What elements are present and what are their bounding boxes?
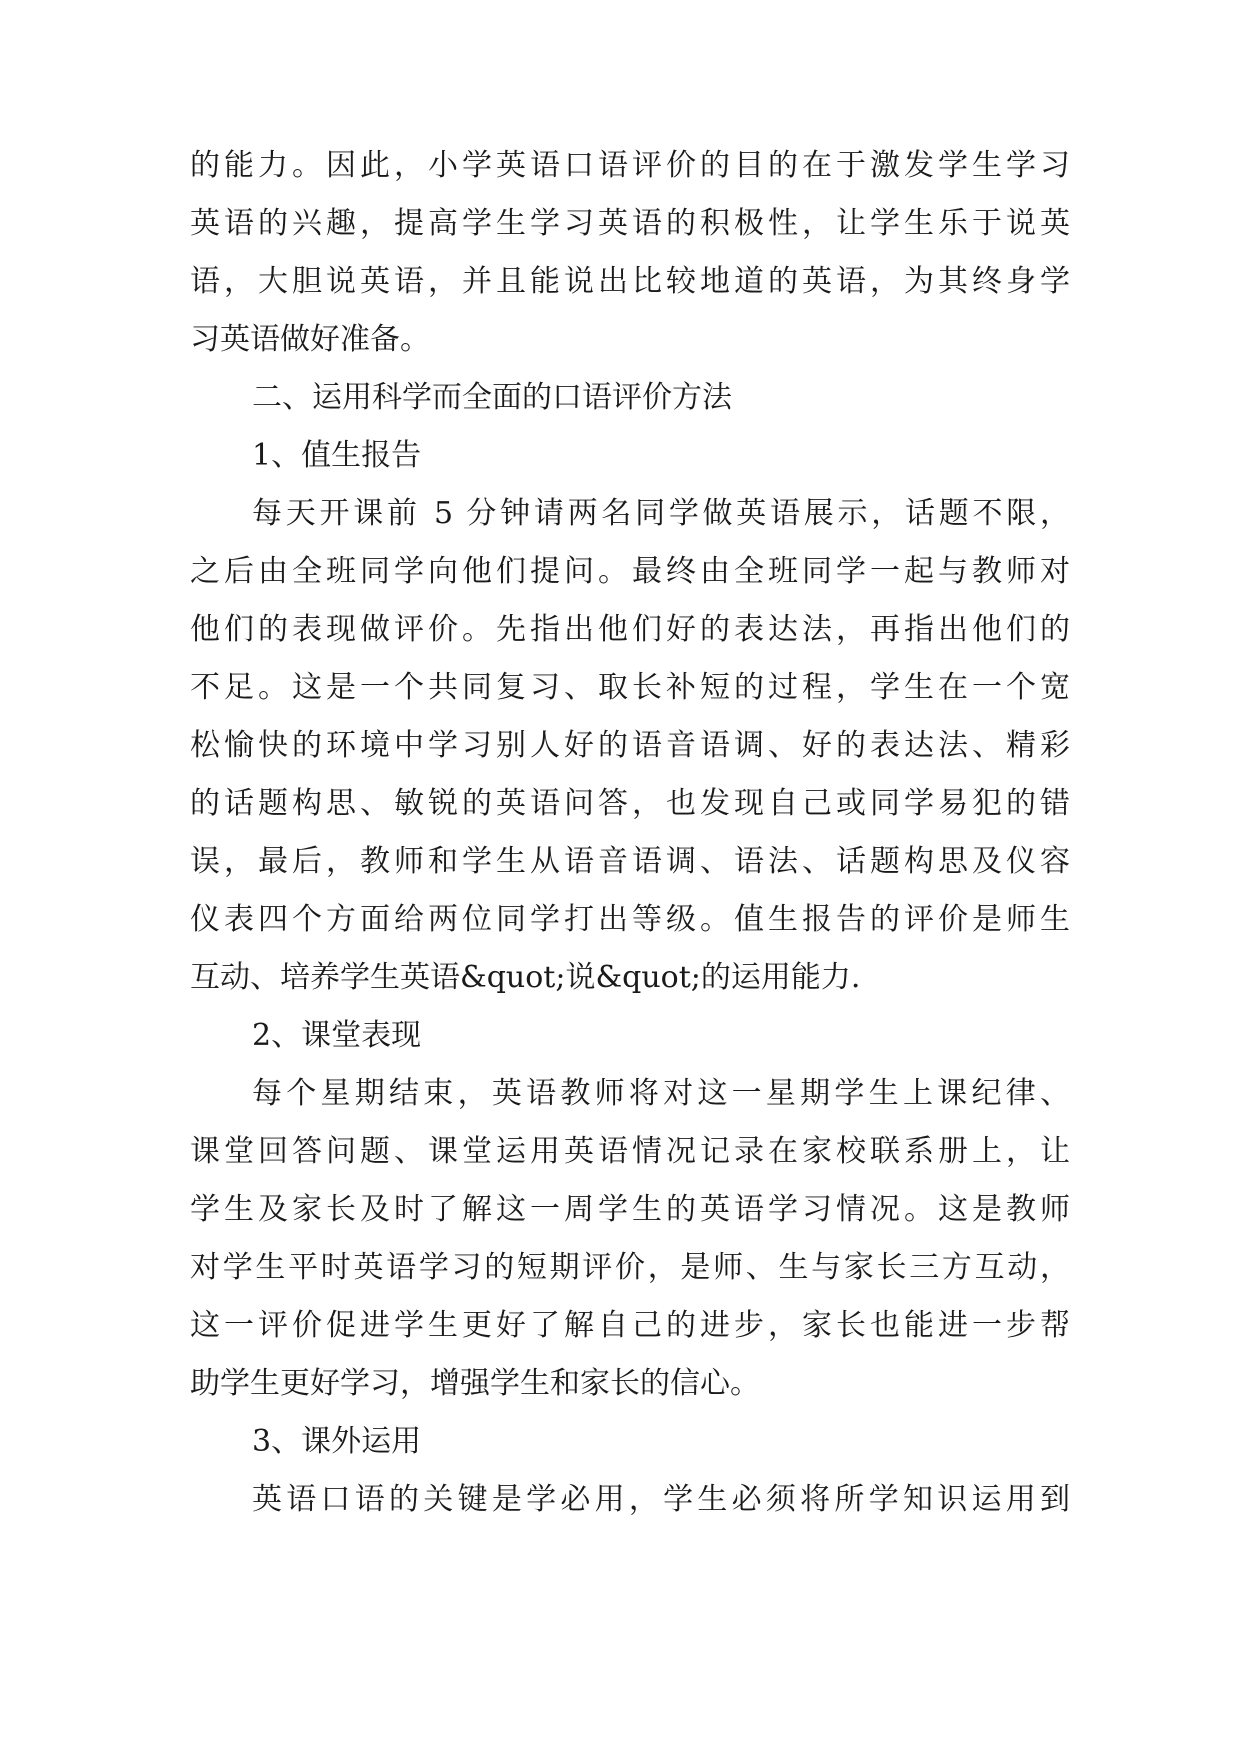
body-text-line: 课堂回答问题、课堂运用英语情况记录在家校联系册上，让 [190, 1134, 1070, 1169]
body-text-line: 这一评价促进学生更好了解自己的进步，家长也能进一步帮 [190, 1308, 1070, 1343]
body-text-line: 仪表四个方面给两位同学打出等级。值生报告的评价是师生 [190, 902, 1070, 937]
subsection-heading: 3、课外运用 [252, 1424, 422, 1459]
body-text-line: 误，最后，教师和学生从语音语调、语法、话题构思及仪容 [190, 844, 1070, 879]
body-text-line: 对学生平时英语学习的短期评价，是师、生与家长三方互动， [190, 1250, 1070, 1285]
paragraph-first-line: 英语口语的关键是学必用，学生必须将所学知识运用到 [252, 1482, 1070, 1517]
body-text-line: 互动、培养学生英语&quot;说&quot;的运用能力. [190, 960, 861, 995]
body-text-line: 助学生更好学习，增强学生和家长的信心。 [190, 1366, 760, 1401]
paragraph-first-line: 每天开课前 5 分钟请两名同学做英语展示，话题不限， [252, 496, 1070, 531]
body-text-line: 不足。这是一个共同复习、取长补短的过程，学生在一个宽 [190, 670, 1070, 705]
body-text-line: 语，大胆说英语，并且能说出比较地道的英语，为其终身学 [190, 264, 1070, 299]
body-text-line: 的话题构思、敏锐的英语问答，也发现自己或同学易犯的错 [190, 786, 1070, 821]
body-text-line: 的能力。因此，小学英语口语评价的目的在于激发学生学习 [190, 148, 1070, 183]
body-text-line: 英语的兴趣，提高学生学习英语的积极性，让学生乐于说英 [190, 206, 1070, 241]
body-text-line: 习英语做好准备。 [190, 322, 430, 357]
body-text-line: 松愉快的环境中学习别人好的语音语调、好的表达法、精彩 [190, 728, 1070, 763]
body-text-line: 他们的表现做评价。先指出他们好的表达法，再指出他们的 [190, 612, 1070, 647]
subsection-heading: 1、值生报告 [252, 438, 422, 473]
body-text-line: 学生及家长及时了解这一周学生的英语学习情况。这是教师 [190, 1192, 1070, 1227]
paragraph-first-line: 每个星期结束，英语教师将对这一星期学生上课纪律、 [252, 1076, 1070, 1111]
section-heading: 二、运用科学而全面的口语评价方法 [252, 380, 732, 415]
subsection-heading: 2、课堂表现 [252, 1018, 422, 1053]
body-text-line: 之后由全班同学向他们提问。最终由全班同学一起与教师对 [190, 554, 1070, 589]
